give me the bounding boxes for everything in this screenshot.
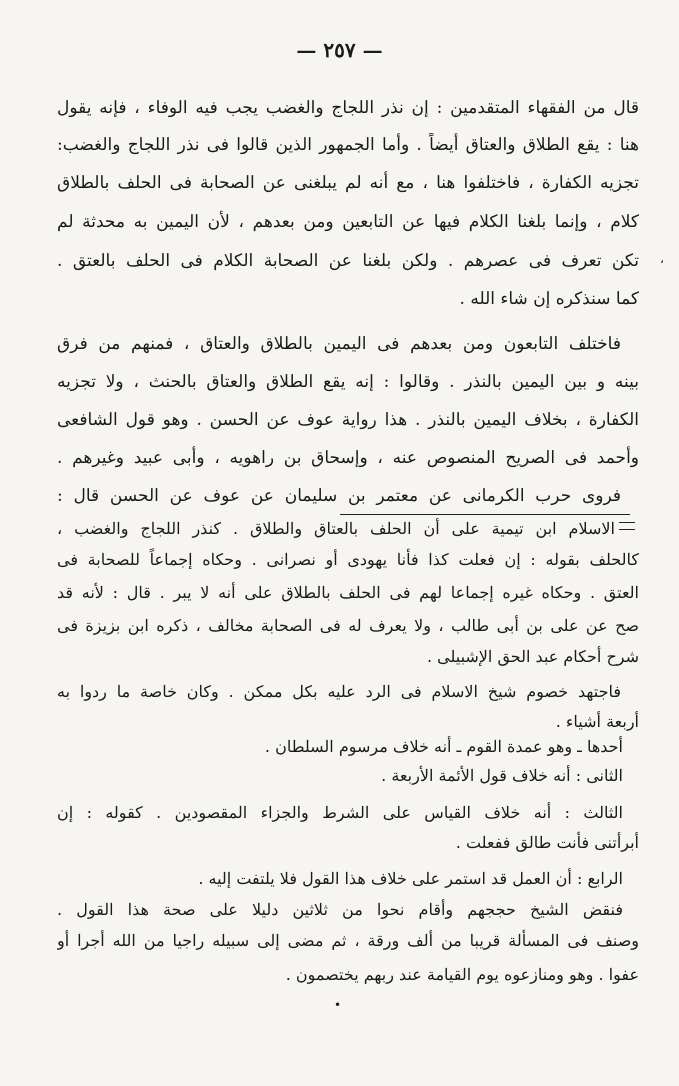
list-item: أبرأتنى فأنت طالق ففعلت . (455, 833, 639, 852)
text-line: كما سنذكره إن شاء الله . (459, 289, 639, 309)
footnote-line: شرح أحكام عبد الحق الإشبيلى . (426, 647, 639, 666)
text-line: فنقض الشيخ حججهم وأقام نحوا من ثلاثين دليلا على صحة هذا القول . (57, 900, 623, 919)
text-line: وأحمد فى الصريح المنصوص عنه ، وإسحاق بن راهويه ، وأبى عبيد وغيرهم . (57, 448, 639, 468)
footnote-line: العتق . وحكاه غيره إجماعا لهم فى الحلف بالطلاق على أنه لا يبر . قال : لأنه قد (57, 583, 639, 602)
footnote-line: كالحلف بقوله : إن فعلت كذا فأنا يهودى أو نصرانى . وحكاه إجماعاً للصحابة فى (57, 550, 639, 569)
footnote-line: الاسلام ابن تيمية على أن الحلف بالعتاق والطلاق . كنذر اللجاج والغضب ، (57, 519, 615, 538)
margin-mark: ، (660, 252, 664, 266)
text-line: الكفارة ، بخلاف اليمين بالنذر . هذا رواية عوف عن الحسن . وهو قول الشافعى (57, 410, 639, 430)
text-line: تكن تعرف فى عصرهم . ولكن بلغنا عن الصحابة الكلام فى الحلف بالعتق . (57, 251, 639, 271)
footnote-line: صح عن على بن أبى طالب ، ولا يعرف له فى الصحابة مخالف ، ذكره ابن بزيزة فى (57, 616, 639, 635)
text-line: بينه و بين اليمين بالنذر . وقالوا : إنه يقع الطلاق والعتاق بالحنث ، ولا تجزيه (57, 372, 639, 392)
text-line: هنا : يقع الطلاق والعتاق أيضاً . وأما الجمهور الذين قالوا فى نذر اللجاج والغضب: (57, 135, 639, 155)
footnote-rule (340, 514, 630, 515)
list-item: الثالث : أنه خلاف القياس على الشرط والجزاء المقصودين . كقوله : إن (57, 803, 623, 822)
text-line: قال من الفقهاء المتقدمين : إن نذر اللجاج والغضب يجب فيه الوفاء ، فإنه يقول (57, 98, 639, 118)
text-line: وصنف فى المسألة قريبا من ألف ورقة ، ثم مضى إلى سبيله راجيا من الله أجرا أو (57, 931, 639, 950)
text-line: عفوا . وهو ومنازعوه يوم القيامة عند ربهم يختصمون . (285, 965, 639, 984)
page-number: — ٢٥٧ — (296, 38, 383, 62)
text-line: تجزيه الكفارة ، فاختلفوا هنا ، مع أنه لم يبلغنى عن الصحابة فى الحلف بالطلاق (57, 173, 639, 193)
text-line: أربعة أشياء . (555, 712, 639, 731)
bottom-mark: • (334, 998, 342, 1012)
footnote-continuation-mark (619, 522, 635, 530)
list-item: أحدها ـ وهو عمدة القوم ـ أنه خلاف مرسوم السلطان . (264, 737, 623, 756)
list-item: الرابع : أن العمل قد استمر على خلاف هذا القول فلا يلتفت إليه . (198, 869, 623, 888)
text-line: فاجتهد خصوم شيخ الاسلام فى الرد عليه بكل ممكن . وكان خاصة ما ردوا به (57, 682, 621, 701)
text-line: كلام ، وإنما بلغنا الكلام فيها عن التابعين ومن بعدهم ، لأن اليمين به محدثة لم (57, 212, 639, 232)
list-item: الثانى : أنه خلاف قول الأئمة الأربعة . (381, 766, 623, 785)
text-line: فاختلف التابعون ومن بعدهم فى اليمين بالطلاق والعتاق ، فمنهم من فرق (57, 334, 621, 354)
text-line: فروى حرب الكرمانى عن معتمر بن سليمان عن عوف عن الحسن قال : (57, 486, 621, 506)
